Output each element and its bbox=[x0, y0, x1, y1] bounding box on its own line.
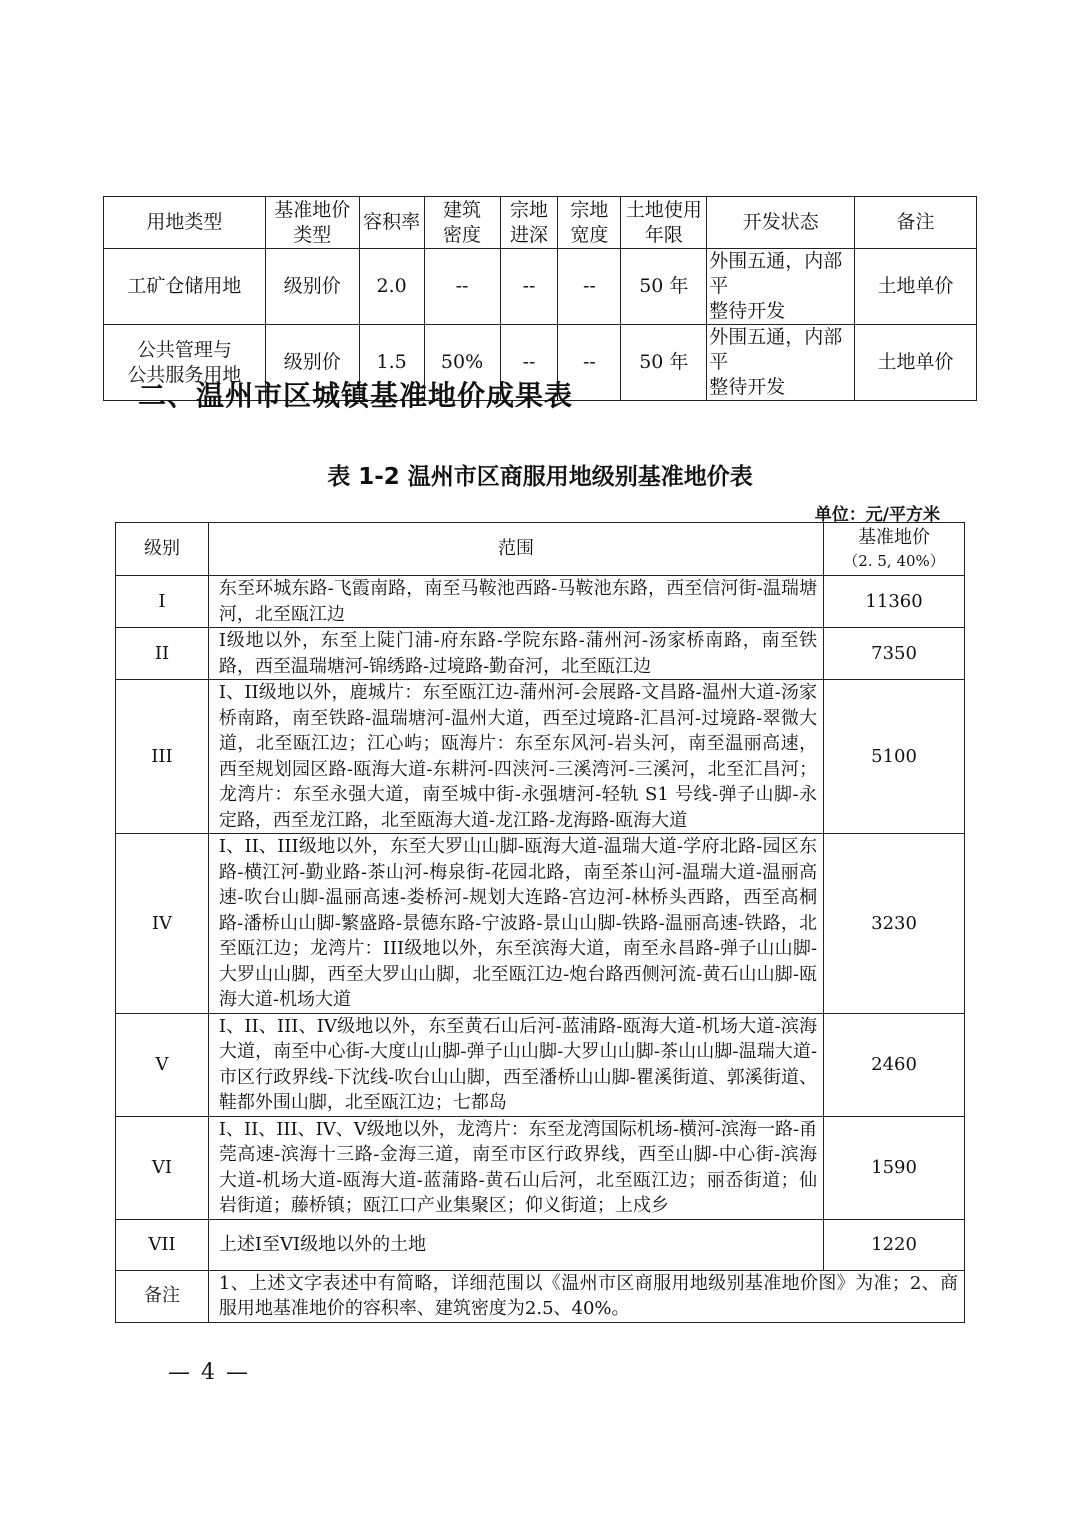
width-cell: -- bbox=[558, 325, 621, 401]
development-state-cell: 外围五通，内部平 整待开发 bbox=[707, 325, 855, 401]
range-cell: I、II、III、IV级地以外，东至黄石山后河-蓝浦路-瓯海大道-机场大道-滨海大道，南至中心街-大度山山脚-弹子山山脚-大罗山山脚-茶山山脚-温瑞大道-市区行政界线-下沈线-吹台山山脚，西至潘桥山山脚-瞿溪街道、郭溪街道、鞋都外围山脚，北至瓯江边；七都岛 bbox=[208, 1013, 823, 1116]
level-cell: VII bbox=[116, 1219, 209, 1270]
table-row bbox=[116, 576, 965, 628]
table-row bbox=[116, 1116, 965, 1219]
price-cell: 7350 bbox=[824, 628, 965, 680]
range-cell: I级地以外，东至上陡门浦-府东路-学院东路-蒲州河-汤家桥南路，南至铁路，西至温瑞塘河-锦绣路-过境路-勤奋河，北至瓯江边 bbox=[208, 628, 823, 680]
note-cell: 土地单价 bbox=[855, 325, 977, 401]
term-cell: 50 年 bbox=[621, 325, 707, 401]
note-cell: 土地单价 bbox=[855, 249, 977, 325]
depth-cell: -- bbox=[500, 325, 558, 401]
level-cell: IV bbox=[116, 834, 209, 1014]
density-cell: -- bbox=[424, 249, 500, 325]
table-header-cell: 开发状态 bbox=[707, 197, 855, 249]
table-header-cell: 土地使用 年限 bbox=[621, 197, 707, 249]
table-header-cell: 宗地 宽度 bbox=[558, 197, 621, 249]
land-type-cell: 公共管理与 公共服务用地 bbox=[104, 325, 266, 401]
price-cell: 3230 bbox=[824, 834, 965, 1014]
level-cell: III bbox=[116, 680, 209, 834]
land-use-table bbox=[103, 196, 977, 401]
floor-area-ratio-cell: 1.5 bbox=[359, 325, 424, 401]
range-cell: 东至环城东路-飞霞南路，南至马鞍池西路-马鞍池东路，西至信河街-温瑞塘河，北至瓯江边 bbox=[208, 576, 823, 628]
level-cell: II bbox=[116, 628, 209, 680]
table-header-row bbox=[116, 523, 965, 576]
table-header-cell: 宗地 进深 bbox=[500, 197, 558, 249]
section-title: 二、温州市区城镇基准地价成果表 bbox=[138, 379, 574, 412]
price-type-cell: 级别价 bbox=[265, 325, 359, 401]
level-cell: V bbox=[116, 1013, 209, 1116]
table-row bbox=[116, 1013, 965, 1116]
table-header-cell: 容积率 bbox=[359, 197, 424, 249]
unit-label: 单位：元/平方米 bbox=[814, 505, 940, 525]
price-cell: 1590 bbox=[824, 1116, 965, 1219]
commercial-land-price-table bbox=[115, 522, 965, 1323]
header-price-label: 基准地价 bbox=[858, 527, 931, 548]
page-number: — 4 — bbox=[168, 1360, 250, 1385]
term-cell: 50 年 bbox=[621, 249, 707, 325]
table-row bbox=[116, 834, 965, 1014]
price-type-cell: 级别价 bbox=[265, 249, 359, 325]
level-cell: VI bbox=[116, 1116, 209, 1219]
land-type-cell: 工矿仓储用地 bbox=[104, 249, 266, 325]
table-header-cell: 用地类型 bbox=[104, 197, 266, 249]
header-level: 级别 bbox=[116, 523, 209, 576]
table-caption: 表 1-2 温州市区商服用地级别基准地价表 bbox=[327, 464, 753, 490]
width-cell: -- bbox=[558, 249, 621, 325]
price-cell: 2460 bbox=[824, 1013, 965, 1116]
range-cell: I、II、III、IV、V级地以外，龙湾片：东至龙湾国际机场-横河-滨海一路-甬莞高速-滨海十三路-金海三道，南至市区行政界线，西至山脚-中心街-滨海大道-机场大道-瓯海大道-蓝蒲路-黄石山后河，北至瓯江边；丽岙街道；仙岩街道；藤桥镇；瓯江口产业集聚区；仰义街道；上戍乡 bbox=[208, 1116, 823, 1219]
range-cell: I、II、III级地以外，东至大罗山山脚-瓯海大道-温瑞大道-学府北路-园区东路-横江河-勤业路-茶山河-梅泉街-花园北路，南至茶山河-温瑞大道-温丽高速-吹台山脚-温丽高速-娄桥河-规划大连路-宫边河-林桥头西路，西至高桐路-潘桥山山脚-繁盛路-景德东路-宁波路-景山山脚-铁路-温丽高速-铁路，北至瓯江边；龙湾片：III级地以外，东至滨海大道，南至永昌路-弹子山山脚-大罗山山脚，西至大罗山山脚，北至瓯江边-炮台路西侧河流-黄石山山脚-瓯海大道-机场大道 bbox=[208, 834, 823, 1014]
price-cell: 1220 bbox=[824, 1219, 965, 1270]
land-use-table-body bbox=[104, 197, 977, 401]
table-row bbox=[116, 680, 965, 834]
note-label: 备注 bbox=[116, 1270, 209, 1322]
density-cell: 50% bbox=[424, 325, 500, 401]
table-header-cell: 基准地价 类型 bbox=[265, 197, 359, 249]
note-text: 1、上述文字表述中有简略，详细范围以《温州市区商服用地级别基准地价图》为准；2、商服用地基准地价的容积率、建筑密度为2.5、40%。 bbox=[208, 1270, 964, 1322]
level-cell: I bbox=[116, 576, 209, 628]
table-row bbox=[116, 628, 965, 680]
commercial-table-body bbox=[116, 576, 965, 1271]
note-row bbox=[116, 1270, 965, 1322]
header-range: 范围 bbox=[208, 523, 823, 576]
range-cell: I、II级地以外，鹿城片：东至瓯江边-蒲州河-会展路-文昌路-温州大道-汤家桥南路，南至铁路-温瑞塘河-温州大道，西至过境路-汇昌河-过境路-翠微大道，北至瓯江边；江心屿；瓯海片：东至东风河-岩头河，南至温丽高速，西至规划园区路-瓯海大道-东耕河-四浃河-三溪湾河-三溪河，北至汇昌河；龙湾片：东至永强大道，南至城中街-永强塘河-轻轨 S1 号线-弹子山脚-永定路，西至龙江路，北至瓯海大道-龙江路-龙海路-瓯海大道 bbox=[208, 680, 823, 834]
price-cell: 11360 bbox=[824, 576, 965, 628]
header-price-sub: （2. 5, 40%） bbox=[843, 552, 945, 570]
table-row bbox=[104, 249, 977, 325]
table-header-cell: 建筑 密度 bbox=[424, 197, 500, 249]
price-cell: 5100 bbox=[824, 680, 965, 834]
table-header-row bbox=[104, 197, 977, 249]
table-header-cell: 备注 bbox=[855, 197, 977, 249]
depth-cell: -- bbox=[500, 249, 558, 325]
range-cell: 上述I至VI级地以外的土地 bbox=[208, 1219, 823, 1270]
development-state-cell: 外围五通，内部平 整待开发 bbox=[707, 249, 855, 325]
floor-area-ratio-cell: 2.0 bbox=[359, 249, 424, 325]
table-row bbox=[116, 1219, 965, 1270]
header-price bbox=[824, 523, 965, 576]
